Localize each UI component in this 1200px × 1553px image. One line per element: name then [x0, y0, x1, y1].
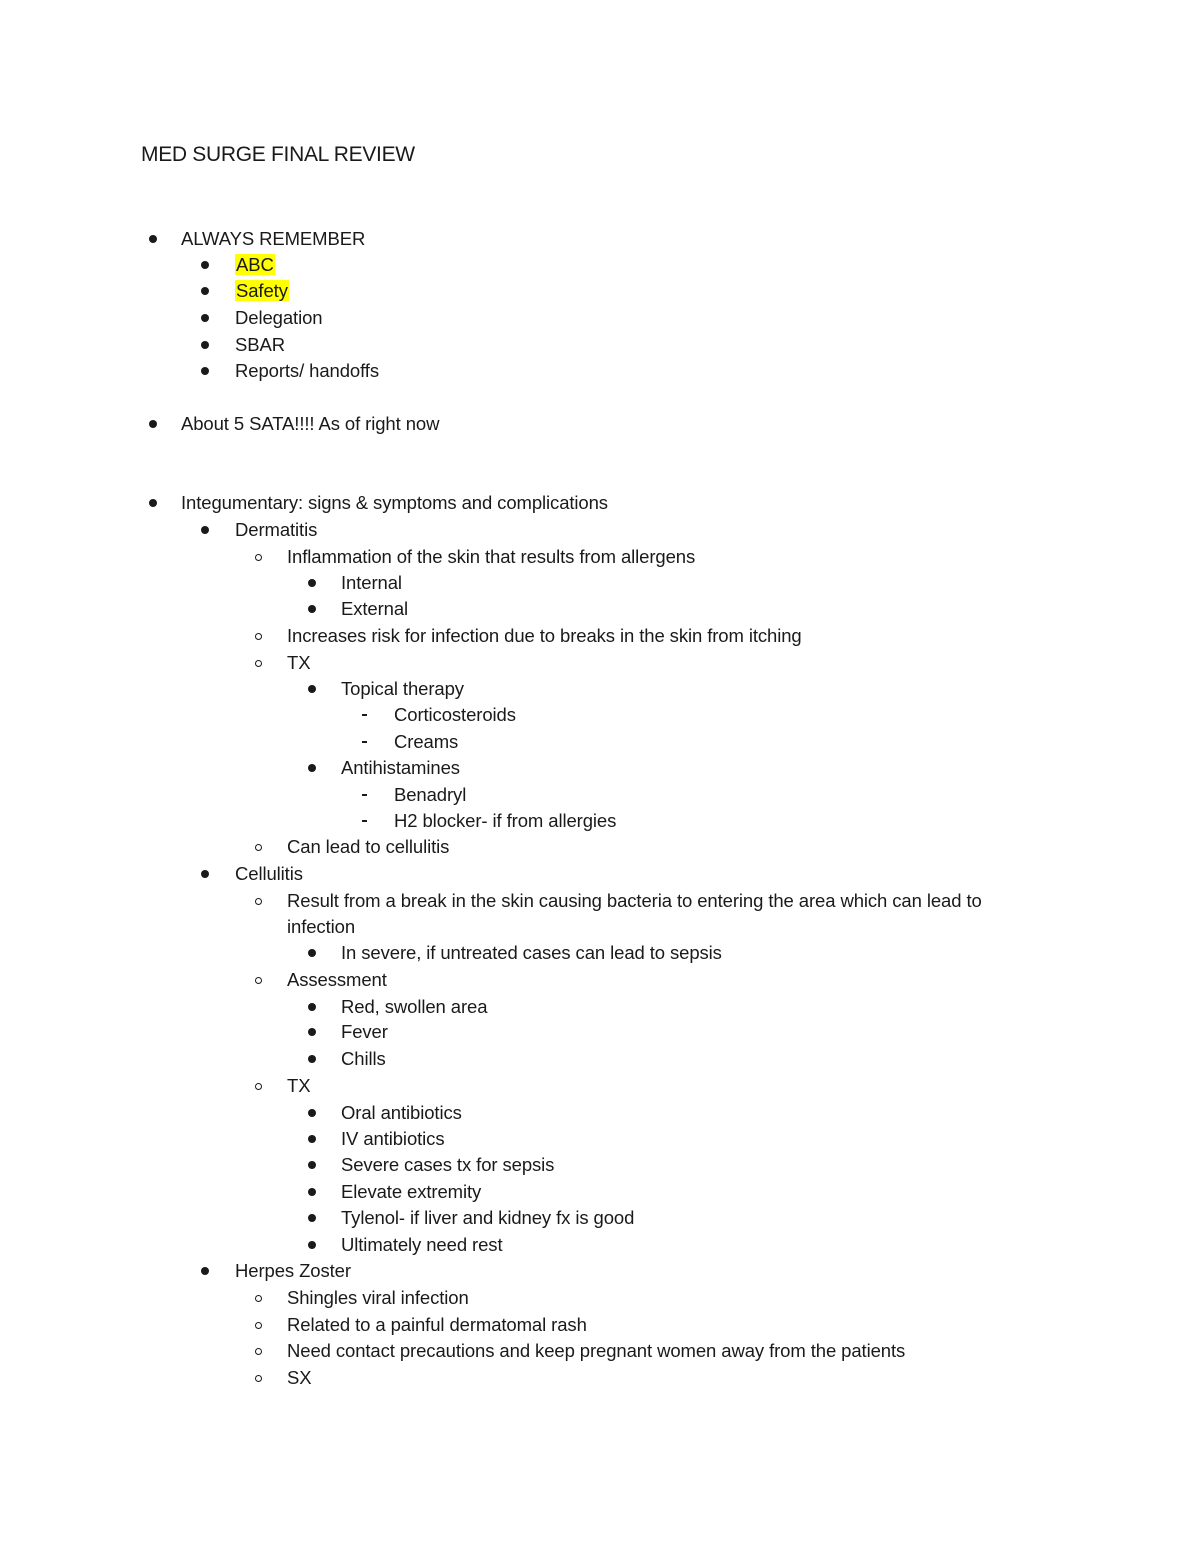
highlighted-text: Safety: [236, 280, 288, 301]
list-item-text: Cellulitis: [235, 863, 303, 884]
circle-bullet-icon: [250, 1073, 266, 1099]
bullet-icon: [197, 517, 213, 543]
list-item-text: Can lead to cellulitis: [287, 836, 450, 857]
bullet-icon: [304, 596, 320, 622]
circle-bullet-icon: [250, 834, 266, 860]
bullet-icon: [304, 570, 320, 596]
bullet-icon: [304, 994, 320, 1020]
list-item-text: Reports/ handoffs: [235, 360, 379, 381]
list-item-text: TX: [287, 652, 311, 673]
bullet-icon: [304, 940, 320, 966]
list-item-text: IV antibiotics: [341, 1128, 445, 1149]
list-item-text: Inflammation of the skin that results from allergens: [287, 546, 696, 567]
list-item-text: Creams: [394, 731, 459, 752]
bullet-icon: [304, 1152, 320, 1178]
list-item-text: Integumentary: signs & symptoms and complications: [181, 492, 608, 513]
list-item-text: Corticosteroids: [394, 704, 516, 725]
list-item-text: Elevate extremity: [341, 1181, 482, 1202]
circle-bullet-icon: [250, 1312, 266, 1338]
list-item-text: In severe, if untreated cases can lead to sepsis: [341, 942, 722, 963]
bullet-icon: [145, 226, 161, 252]
list-item-text: Shingles viral infection: [287, 1287, 469, 1308]
dash-bullet-icon: [356, 782, 372, 808]
list-item-text: Result from a break in the skin causing bacteria to entering the area which can lead to: [287, 890, 982, 911]
list-item-text: Tylenol- if liver and kidney fx is good: [341, 1207, 635, 1228]
list-item-text: ALWAYS REMEMBER: [181, 228, 366, 249]
circle-bullet-icon: [250, 1285, 266, 1311]
list-item-text: Related to a painful dermatomal rash: [287, 1314, 587, 1335]
circle-bullet-icon: [250, 623, 266, 649]
list-item-text: Antihistamines: [341, 757, 460, 778]
list-item-text: [235, 278, 289, 304]
list-item-text: SBAR: [235, 334, 285, 355]
bullet-icon: [197, 278, 213, 304]
circle-bullet-icon: [250, 1338, 266, 1364]
bullet-icon: [304, 1126, 320, 1152]
list-item-text: Increases risk for infection due to breaks in the skin from itching: [287, 625, 802, 646]
bullet-icon: [197, 861, 213, 887]
list-item-text: External: [341, 598, 409, 619]
list-item-text: [235, 252, 275, 278]
bullet-icon: [304, 1205, 320, 1231]
document-title: MED SURGE FINAL REVIEW: [141, 143, 415, 166]
list-item-text: Delegation: [235, 307, 323, 328]
list-item-text: Benadryl: [394, 784, 467, 805]
highlighted-text: ABC: [236, 254, 274, 275]
circle-bullet-icon: [250, 967, 266, 993]
list-item-text: Internal: [341, 572, 402, 593]
bullet-icon: [197, 305, 213, 331]
circle-bullet-icon: [250, 544, 266, 570]
dash-bullet-icon: [356, 808, 372, 834]
bullet-icon: [304, 755, 320, 781]
list-item-text: Severe cases tx for sepsis: [341, 1154, 555, 1175]
bullet-icon: [304, 1179, 320, 1205]
list-item-text: About 5 SATA!!!! As of right now: [181, 413, 440, 434]
list-item-text: Fever: [341, 1021, 388, 1042]
circle-bullet-icon: [250, 1365, 266, 1391]
bullet-icon: [197, 252, 213, 278]
list-item-text: SX: [287, 1367, 312, 1388]
list-item-text: H2 blocker- if from allergies: [394, 810, 617, 831]
dash-bullet-icon: [356, 702, 372, 728]
bullet-icon: [145, 490, 161, 516]
bullet-icon: [197, 358, 213, 384]
list-item-text: Ultimately need rest: [341, 1234, 503, 1255]
list-item-text: Need contact precautions and keep pregnant women away from the patients: [287, 1340, 906, 1361]
list-item-text: Red, swollen area: [341, 996, 488, 1017]
bullet-icon: [304, 1019, 320, 1045]
list-item-text: Dermatitis: [235, 519, 318, 540]
circle-bullet-icon: [250, 888, 266, 914]
list-item-text: Topical therapy: [341, 678, 464, 699]
bullet-icon: [304, 1100, 320, 1126]
list-item-text: Assessment: [287, 969, 387, 990]
bullet-icon: [197, 332, 213, 358]
dash-bullet-icon: [356, 729, 372, 755]
list-item-text: Chills: [341, 1048, 386, 1069]
list-item-text: infection: [287, 916, 356, 937]
bullet-icon: [145, 411, 161, 437]
bullet-icon: [304, 1232, 320, 1258]
list-item-text: Oral antibiotics: [341, 1102, 462, 1123]
circle-bullet-icon: [250, 650, 266, 676]
list-item-text: TX: [287, 1075, 311, 1096]
list-item-text: Herpes Zoster: [235, 1260, 351, 1281]
bullet-icon: [304, 1046, 320, 1072]
bullet-icon: [197, 1258, 213, 1284]
bullet-icon: [304, 676, 320, 702]
